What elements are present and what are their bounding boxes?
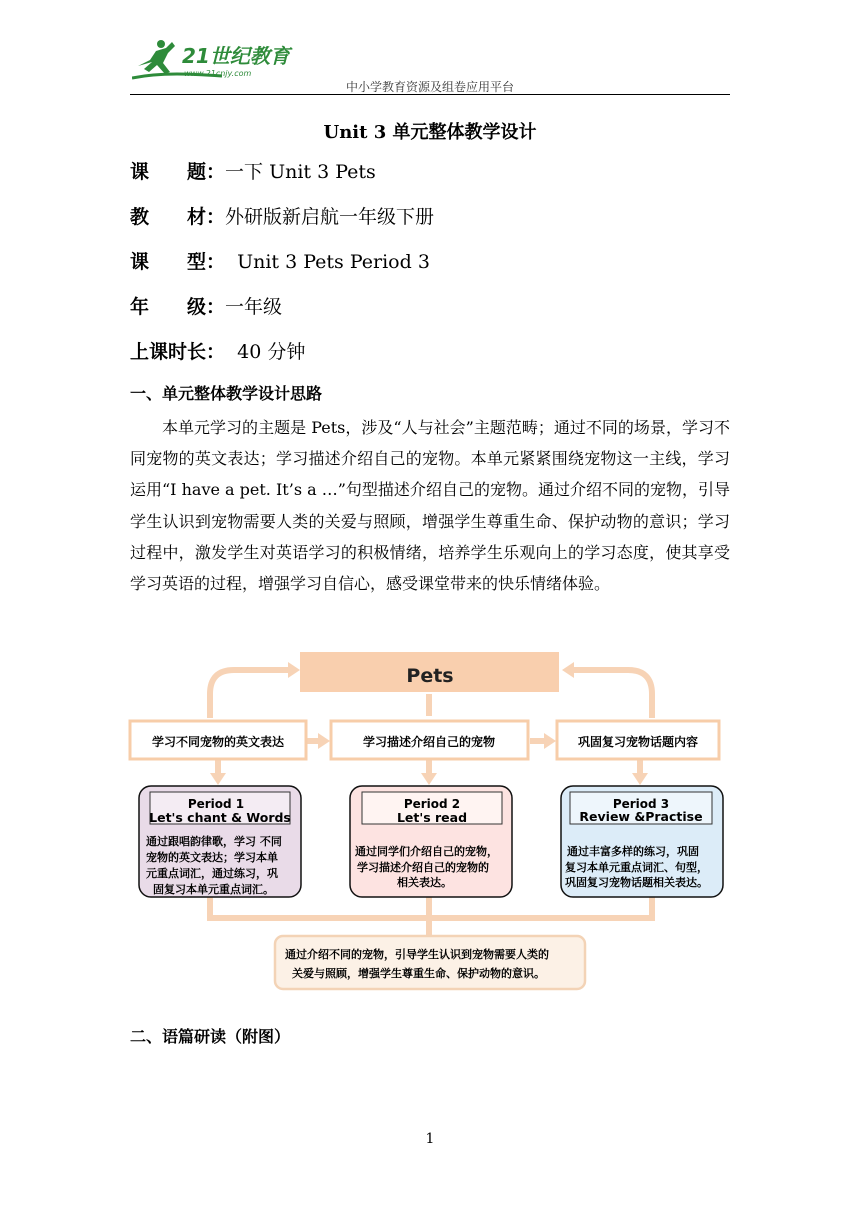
section-1-paragraph: 本单元学习的主题是 Pets，涉及“人与社会”主题范畴；通过不同的场景，学习不同宠物的英文表达；学习描述介绍自己的宠物。本单元紧紧围绕宠物这一主线，学习运用“I have a pet. It’s a …”句型描述介绍自己的宠物。通过介绍不同的宠物，引导学生认识到宠物需要人类的关爱与照顾，增强学生尊重生命、保护动物的意识；学习过程中，激发学生对英语学习的积极情绪，培养学生乐观向上的学习态度，使其享受学习英语的过程，增强学习自信心，感受课堂带来的快乐情绪体验。 — [130, 418, 730, 594]
meta-label: 年 级 — [130, 296, 207, 318]
meta-value: 一下 Unit 3 Pets — [225, 161, 376, 183]
meta-label: 课 题 — [130, 161, 207, 183]
period-subtitle: Let's read — [396, 810, 468, 825]
period-desc: 学习描述介绍自己的宠物的 — [357, 861, 489, 874]
level1-label: 学习描述介绍自己的宠物 — [362, 735, 496, 749]
period-desc: 相关表达。 — [397, 876, 452, 889]
meta-value: 一年级 — [225, 296, 283, 318]
meta-row-textbook: 教 材：外研版新启航一年级下册 — [130, 202, 434, 232]
meta-label: 课 型 — [130, 251, 207, 273]
period-desc: 通过同学们介绍自己的宠物， — [355, 845, 498, 858]
period-desc: 通过跟唱韵律歌，学习 不同 — [146, 835, 282, 848]
period-desc: 固复习本单元重点词汇。 — [153, 883, 274, 896]
period-subtitle: Review &Practise — [579, 809, 703, 824]
meta-row-topic: 课 题：一下 Unit 3 Pets — [130, 157, 376, 187]
level1-label: 学习不同宠物的英文表达 — [151, 735, 285, 749]
section-heading-1: 一、单元整体教学设计思路 — [130, 384, 323, 403]
meta-row-lesson-type: 课 型： Unit 3 Pets Period 3 — [130, 247, 430, 277]
summary-line: 关爱与照顾，增强学生尊重生命、保护动物的意识。 — [292, 967, 545, 980]
section-heading-2: 二、语篇研读（附图） — [130, 1027, 291, 1046]
logo-url: www.21cnjy.com — [184, 69, 252, 78]
period-title: Period 2 — [403, 797, 461, 811]
period-subtitle: Let's chant & Words — [149, 810, 291, 825]
meta-label: 教 材 — [130, 206, 207, 228]
level1-label: 巩固复习宠物话题内容 — [577, 735, 699, 749]
meta-value: 40 分钟 — [225, 341, 306, 363]
period-desc: 巩固复习宠物话题相关表达。 — [565, 876, 708, 889]
summary-box — [275, 936, 585, 989]
summary-line: 通过介绍不同的宠物，引导学生认识到宠物需要人类的 — [285, 948, 549, 961]
period-desc: 元重点词汇，通过练习，巩 — [146, 867, 278, 880]
meta-label: 上课时长 — [130, 341, 207, 363]
logo-text: 21世纪教育 — [182, 44, 290, 68]
meta-value: 外研版新启航一年级下册 — [225, 206, 435, 228]
topic-label: Pets — [406, 665, 454, 687]
period-title: Period 3 — [612, 797, 670, 811]
document-title: Unit 3 单元整体教学设计 — [323, 122, 537, 143]
meta-row-duration: 上课时长： 40 分钟 — [130, 337, 305, 367]
page-number: 1 — [425, 1131, 435, 1147]
period-desc: 复习本单元重点词汇、句型， — [565, 861, 708, 874]
period-desc: 通过丰富多样的练习，巩固 — [567, 845, 699, 858]
period-title: Period 1 — [187, 797, 245, 811]
meta-row-grade: 年 级：一年级 — [130, 292, 282, 322]
period-desc: 宠物的英文表达；学习本单 — [146, 851, 278, 864]
platform-tagline: 中小学教育资源及组卷应用平台 — [345, 80, 514, 94]
meta-value: Unit 3 Pets Period 3 — [225, 251, 430, 273]
